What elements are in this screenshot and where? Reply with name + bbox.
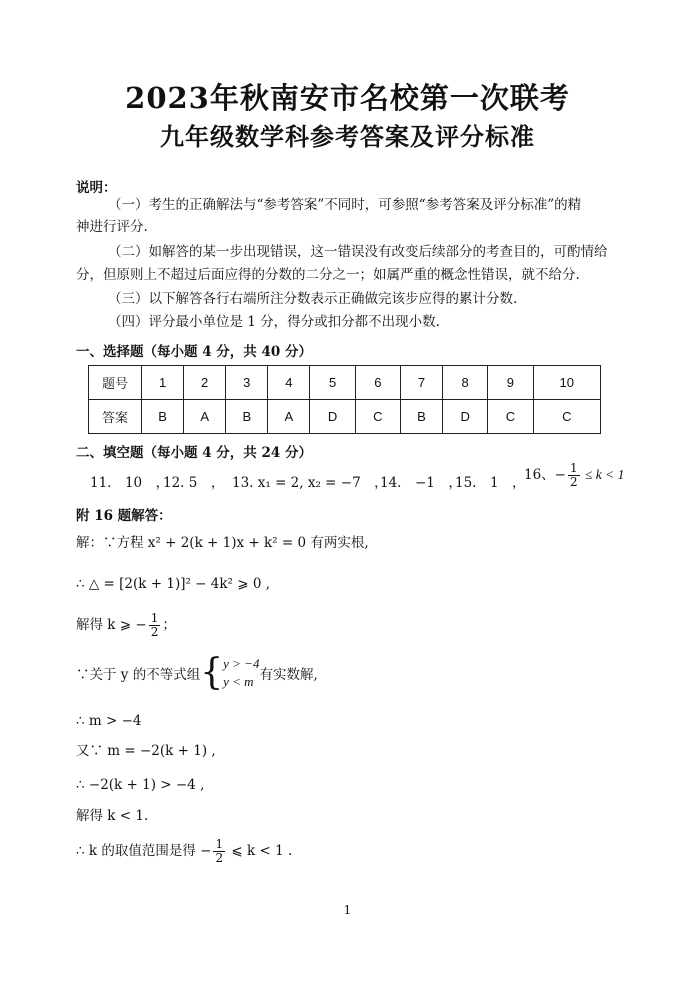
table-header-number: 题号 <box>89 366 142 400</box>
solution-line-3 <box>76 612 176 639</box>
note-1-line-2: 神进行评分. <box>76 219 148 235</box>
inequality-system <box>223 655 259 691</box>
table-cell-number: 4 <box>268 366 310 400</box>
page-title: 2023年秋南安市名校第一次联考 <box>125 81 570 115</box>
fraction-numerator: 1 <box>570 461 578 475</box>
solution-line-9 <box>76 838 292 865</box>
fill-answer-13: 13. x₁ = 2, x₂ = −7 ， <box>232 475 388 491</box>
fill-answer-11: 11. 10 ， <box>90 475 170 491</box>
solution-line-7: ∴ −2(k + 1) > −4 , <box>76 777 205 793</box>
solution-line-5: ∴ m > −4 <box>76 713 142 729</box>
solution-line-2: ∴ △ = [2(k + 1)]² − 4k² ⩾ 0 , <box>76 576 271 592</box>
table-cell-number: 3 <box>226 366 268 400</box>
fraction-denominator: 2 <box>570 475 578 489</box>
solution-line-1: 解：∵方程 x² + 2(k + 1)x + k² = 0 有两实根, <box>76 535 369 551</box>
fraction-denominator: 2 <box>150 625 159 639</box>
table-cell-answer: A <box>184 400 226 434</box>
table-cell-answer: C <box>533 400 600 434</box>
line-9-suffix: ⩽ k < 1 . <box>227 843 293 859</box>
note-1-line-1: （一）考生的正确解法与“参考答案”不同时，可参照“参考答案及评分标准”的精 <box>108 197 582 213</box>
note-3: （三）以下解答各行右端所注分数表示正确做完该步应得的累计分数. <box>108 291 518 307</box>
fill-answer-12: 12. 5 ， <box>163 475 225 491</box>
note-2-line-2: 分，但原则上不超过后面应得的分数的二分之一；如属严重的概念性错误，就不给分. <box>76 267 580 283</box>
section-1-heading: 一、选择题（每小题 4 分，共 40 分） <box>76 344 312 360</box>
table-cell-number: 7 <box>400 366 442 400</box>
fraction-denominator: 2 <box>215 851 224 865</box>
table-cell-answer: D <box>443 400 488 434</box>
table-cell-answer: C <box>488 400 533 434</box>
fill-answer-14: 14. −1 ， <box>380 475 462 491</box>
page-subtitle: 九年级数学科参考答案及评分标准 <box>160 122 535 151</box>
inequality-1: y > −4 <box>223 656 260 671</box>
table-cell-answer: D <box>310 400 355 434</box>
table-cell-answer: A <box>268 400 310 434</box>
table-cell-number: 1 <box>142 366 184 400</box>
table-cell-number: 2 <box>184 366 226 400</box>
page-number: 1 <box>343 903 352 917</box>
line-3-prefix: 解得 k ⩾ − <box>76 617 147 633</box>
line-4-suffix: 有实数解, <box>259 667 318 683</box>
left-brace: { <box>200 652 224 693</box>
fill-16-prefix: 16、− <box>524 467 566 483</box>
table-row-numbers <box>89 366 601 400</box>
note-4: （四）评分最小单位是 1 分，得分或扣分都不出现小数. <box>108 314 440 330</box>
fraction <box>213 838 225 865</box>
appendix-heading: 附 16 题解答： <box>76 508 172 524</box>
line-9-prefix: ∴ k 的取值范围是得 − <box>76 843 212 859</box>
fill-answer-16 <box>524 462 624 489</box>
table-cell-number: 9 <box>488 366 533 400</box>
section-2-heading: 二、填空题（每小题 4 分，共 24 分） <box>76 445 312 461</box>
table-cell-number: 6 <box>355 366 400 400</box>
inequality-2: y < m <box>223 674 254 689</box>
solution-line-8: 解得 k < 1. <box>76 808 149 824</box>
notes-heading: 说明： <box>76 180 117 196</box>
table-cell-answer: B <box>142 400 184 434</box>
fraction <box>568 462 580 489</box>
table-cell-answer: B <box>226 400 268 434</box>
fraction-numerator: 1 <box>215 837 224 851</box>
table-cell-number: 8 <box>443 366 488 400</box>
table-cell-number: 10 <box>533 366 600 400</box>
solution-line-4 <box>76 652 318 693</box>
line-3-suffix: ； <box>162 617 176 633</box>
table-cell-answer: C <box>355 400 400 434</box>
fill-answer-15: 15. 1 ， <box>455 475 526 491</box>
table-cell-number: 5 <box>310 366 355 400</box>
fraction-numerator: 1 <box>150 611 159 625</box>
table-cell-answer: B <box>400 400 442 434</box>
fill-16-suffix: ≤ k < 1 <box>581 467 625 482</box>
solution-line-6: 又∵ m = −2(k + 1) , <box>76 743 216 759</box>
note-2-line-1: （二）如解答的某一步出现错误，这一错误没有改变后续部分的考查目的，可酌情给 <box>108 244 608 260</box>
fraction <box>149 612 161 639</box>
table-row-answers <box>89 400 601 434</box>
answer-table <box>88 365 601 434</box>
table-header-answer: 答案 <box>89 400 142 434</box>
line-4-prefix: ∵关于 y 的不等式组 <box>76 667 201 683</box>
